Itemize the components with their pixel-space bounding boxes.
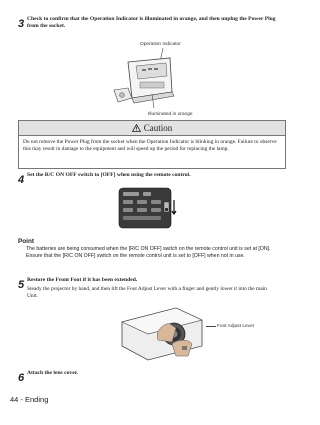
foot-adjust-lever-label: Foot Adjust Lever [217,324,255,329]
page-footer: 44 - Ending [10,395,49,404]
step-6-text: Attach the lens cover. [27,370,79,376]
projector-rear-illustration [108,48,188,112]
point-title: Point [18,238,34,245]
foot-lever-leader [206,326,216,327]
warning-icon [132,124,141,132]
step-3 [18,14,288,32]
operation-indicator-label: Operation Indicator [140,42,181,47]
step-5-number: 5 [18,279,25,291]
step-5-title: Restore the Front Foot if it has been extended. [27,277,138,283]
step-4-number: 4 [18,174,25,186]
illuminated-label: Illuminated in orange [148,112,193,117]
step-3-text: Check to confirm that the Operation Indicator is illuminated in orange, and then unplug the Power Plug from the socket. [27,16,276,30]
point-text: The batteries are being consumed when the [R/C ON OFF] switch on the remote control unit is set at [ON]. Ensure that the [R/C ON OFF] switch on the remote control unit is set to [OFF] when not in use. [26,246,271,259]
step-5-text: Steady the projector by hand, and then lift the Foot Adjust Lever with a finger and gently lower it into the main Unit. [27,286,267,299]
step-3-number: 3 [18,18,25,30]
caution-box [18,120,286,169]
projector-front-illustration [118,300,208,364]
step-4-text: Set the R/C ON OFF switch to [OFF] when using the remote control. [27,172,191,178]
caution-text: Do not remove the Power Plug from the socket when the Operation Indicator is blinking in orange. Failure to observe this may result in damage to the equipment and will speed up the period for replacing the lamp. [23,139,277,152]
caution-title: Caution [143,123,173,133]
caution-header [19,121,285,136]
remote-control-illustration [118,186,180,230]
step-6-number: 6 [18,372,25,384]
step-6 [18,368,288,386]
